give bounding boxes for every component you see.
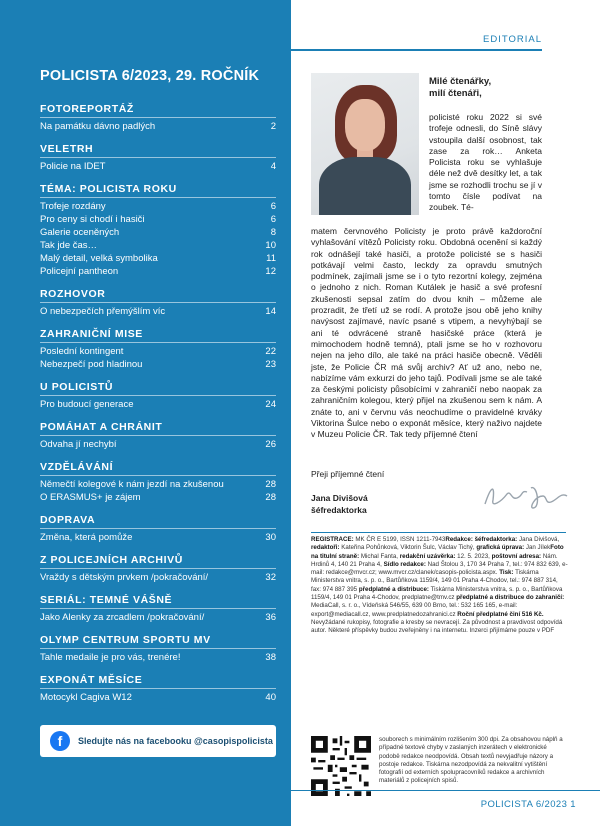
facebook-banner[interactable] xyxy=(40,725,276,757)
toc-item-label: Na památku dávno padlých xyxy=(40,121,156,132)
toc-divider xyxy=(40,157,276,158)
closing: Přeji příjemné čtení xyxy=(311,469,385,479)
toc-section xyxy=(40,141,276,173)
toc-section-title: TÉMA: POLICISTA ROKU xyxy=(40,183,177,195)
imprint-text: Jana Divišová, xyxy=(517,536,560,543)
toc-item[interactable] xyxy=(40,160,276,173)
imprint-text: Nad Štolou 3, 170 34 Praha 7, tel.: 974 832 639, e-mail: redakce@mvcr.cz; www.mvcr.cz/clanek/casopis-policista.aspx. xyxy=(311,560,568,577)
toc-item[interactable] xyxy=(40,531,276,544)
toc-item[interactable] xyxy=(40,120,276,133)
toc-item[interactable] xyxy=(40,345,276,358)
toc-item-page: 11 xyxy=(266,253,276,264)
imprint-text: Kateřina Pohůnková, Viktorin Šulc, Václav Tichý, xyxy=(339,544,477,552)
toc-section xyxy=(40,552,276,584)
imprint-label: grafická úprava: xyxy=(476,544,525,552)
toc-section-title: VZDĚLÁVÁNÍ xyxy=(40,461,114,473)
imprint xyxy=(311,536,569,636)
toc-item[interactable] xyxy=(40,611,276,624)
toc-item-label: Změna, která pomůže xyxy=(40,532,133,543)
imprint-text: Tiskárna Ministerstva vnitra, s. p. o., Bartůňkova 1159/4, 149 01 Praha 4-Chodov, tel.: 974 887 314, fax: 974 887 395 xyxy=(311,569,558,593)
imprint-text: Jan Jílek xyxy=(524,544,551,552)
toc-item-label: Malý detail, velká symbolika xyxy=(40,253,158,264)
toc-item-page: 22 xyxy=(265,346,276,357)
toc-item-label: Tak jde čas… xyxy=(40,240,98,251)
imprint-label: Roční předplatné činí 516 Kč. xyxy=(457,610,544,618)
toc-divider xyxy=(40,608,276,609)
author-role: šéfredaktorka xyxy=(311,505,367,515)
toc-section xyxy=(40,459,276,504)
imprint-text: 12. 5. 2023, xyxy=(455,552,492,560)
toc-item-label: Jako Alenky za zrcadlem /pokračování/ xyxy=(40,612,205,623)
toc-section xyxy=(40,512,276,544)
imprint-label: Tisk: xyxy=(499,569,514,577)
toc-section xyxy=(40,326,276,371)
toc-item-page: 6 xyxy=(270,214,276,225)
toc-item-page: 14 xyxy=(265,306,276,317)
toc-item[interactable] xyxy=(40,239,276,252)
imprint-text: Nám. Hrdinů 4, 140 21 Praha 4, xyxy=(311,552,558,568)
toc-item[interactable] xyxy=(40,252,276,265)
toc-section-title: U POLICISTŮ xyxy=(40,381,114,393)
toc-item-page: 30 xyxy=(265,532,276,543)
toc-item[interactable] xyxy=(40,213,276,226)
toc-item-page: 38 xyxy=(265,652,276,663)
imprint-label: Sídlo redakce: xyxy=(383,560,426,568)
toc-item-label: Motocykl Cagiva W12 xyxy=(40,692,132,703)
greeting-line-2: milí čtenáři, xyxy=(429,88,482,99)
facebook-icon: f xyxy=(50,731,70,751)
toc-section-title: OLYMP CENTRUM SPORTU MV xyxy=(40,634,211,646)
imprint-text: MK ČR E 5199, ISSN 1211-7943 xyxy=(353,536,446,543)
toc-item-page: 28 xyxy=(265,479,276,490)
toc-item-page: 40 xyxy=(265,692,276,703)
toc-section xyxy=(40,419,276,451)
toc-item-page: 32 xyxy=(265,572,276,583)
toc-section-title: ZAHRANIČNÍ MISE xyxy=(40,328,143,340)
imprint-text: Nevyžádané rukopisy, fotografie a kresby se nevracejí. Za původnost a pravdivost odpovídá autor. Některé příspěvky budou zveřejněny i na internetu. Inzerci přijímáme pouze v PDF xyxy=(311,618,563,635)
toc-section xyxy=(40,592,276,624)
toc-item-page: 12 xyxy=(265,266,276,277)
imprint-continued: souborech s minimálním rozlišením 300 dpi. Za obsahovou náplň a případné textové chyby v zaslaných inzerátech v elektronické podobě redakce neodpovídá. Obsah textů nevyjadřuje názory a postoje redakce. Tiskárna nezodpovídá za nekvalitní vytištění fotografií od externích spolupracovníků redakce a archivních materiálů z policejních spisů. xyxy=(379,736,563,785)
imprint-text: Michal Fanta, xyxy=(359,552,400,560)
editorial-paragraph-2: matem červnového Policisty je proto právě každoroční vyhlašování vítězů Policisty roku. Obdobná ocenění si každý rok odnášejí také hasiči, a protože policisté se s hasiči potkávají velmi často, leckdy za opravdu smutných podmínek, zajímali jsme se i o tyto rezortní kolegy, zejména o jednoho z nich. Roman Kutálek je hasič a své profesní zkušenosti sepsal zatím do dvou knih – můžeme ale prozradit, že třetí už se rodí. A protože jsou obě jeho knihy navýsost zajímavé, navíc psané s vtipem, a nevyhýbají se ani té odvrácené straně hasičské práce (která je mimochodem hodně temná), ptali jsme se ho v rozhovoru nejen na jeho dílo, ale také na práci hasiče obecně. Věděli jste, že Policie ČR má svůj archiv? Ať už ano, nebo ne, nabízíme vám exkurzi do jeho tajů. Podívali jsme se ale také za českými policisty působícími v zahraničí nebo naopak za zahraničním kolegou, který přijel na zkušenou sem k nám. A znáte to, ani v červnu vás neochudíme o pravidelné krváky Viktorina Šulce nebo o exponát měsíce, který naživo najdete v Muzeu Policie ČR. Tak tedy příjemné čtení xyxy=(311,226,542,440)
toc-item[interactable] xyxy=(40,651,276,664)
toc-item-label: Poslední kontingent xyxy=(40,346,124,357)
imprint-label: Redakce: šéfredaktorka: xyxy=(445,536,518,543)
toc-divider xyxy=(40,528,276,529)
toc-divider xyxy=(40,475,276,476)
toc-section xyxy=(40,181,276,278)
toc-section-title: ROZHOVOR xyxy=(40,288,106,300)
signature-image xyxy=(481,478,571,514)
toc-item-page: 10 xyxy=(265,240,276,251)
toc-divider xyxy=(40,197,276,198)
toc-item[interactable] xyxy=(40,438,276,451)
section-rule xyxy=(291,49,542,51)
imprint-rule xyxy=(311,532,566,533)
toc-item-label: Němečtí kolegové k nám jezdí na zkušenou xyxy=(40,479,224,490)
toc-item[interactable] xyxy=(40,491,276,504)
toc-item[interactable] xyxy=(40,358,276,371)
toc-item-page: 28 xyxy=(265,492,276,503)
toc-item[interactable] xyxy=(40,226,276,239)
imprint-label: poštovní adresa: xyxy=(491,552,542,560)
toc-item-label: Trofeje rozdány xyxy=(40,201,106,212)
toc-item-page: 2 xyxy=(270,121,276,132)
toc-section xyxy=(40,286,276,318)
toc-section-title: DOPRAVA xyxy=(40,514,96,526)
toc-item-label: Nebezpečí pod hladinou xyxy=(40,359,143,370)
facebook-text: Sledujte nás na facebooku @casopispolicista xyxy=(78,736,273,746)
toc-item-label: O ERASMUS+ je zájem xyxy=(40,492,141,503)
toc-item-page: 6 xyxy=(270,201,276,212)
imprint-label: redakční uzávěrka: xyxy=(399,552,456,560)
toc-item-page: 23 xyxy=(265,359,276,370)
toc-item-page: 24 xyxy=(265,399,276,410)
toc-item[interactable] xyxy=(40,478,276,491)
toc-item-label: Vraždy s dětským prvkem /pokračování/ xyxy=(40,572,209,583)
toc-item-page: 26 xyxy=(265,439,276,450)
toc-divider xyxy=(40,435,276,436)
footer-text: POLICISTA 6/2023 1 xyxy=(480,799,576,810)
toc-item[interactable] xyxy=(40,571,276,584)
toc-divider xyxy=(40,302,276,303)
toc-item[interactable] xyxy=(40,691,276,704)
toc-section-title: EXPONÁT MĚSÍCE xyxy=(40,674,143,686)
toc-item[interactable] xyxy=(40,265,276,278)
toc-item-label: Tahle medaile je pro vás, trenére! xyxy=(40,652,181,663)
imprint-label: REGISTRACE: xyxy=(311,536,354,543)
toc-item[interactable] xyxy=(40,200,276,213)
toc-divider xyxy=(40,688,276,689)
imprint-text: MediaCall, s. r. o., Vídeňská 546/55, 639 00 Brno, tel.: 532 165 165, e-mail: export@mediacall.cz, www.predplatnedozahranici.cz xyxy=(311,602,518,618)
editorial-paragraph-1: policisté roku 2022 si své trofeje odnesli, do Síně slávy vstoupila další osobnost, tak zase za rok… Anketa Policista roku se vyhlašuje déle než dvě desítky let, a tak jsme se rozhodli trochu se jí v tomto čísle podívat na zoubek. Té- xyxy=(429,112,542,213)
toc-item-label: Odvaha jí nechybí xyxy=(40,439,117,450)
toc-item-page: 36 xyxy=(265,612,276,623)
toc-item-page: 4 xyxy=(270,161,276,172)
toc-item[interactable] xyxy=(40,398,276,411)
editorial-page xyxy=(291,0,600,826)
greeting-line-1: Milé čtenářky, xyxy=(429,76,492,87)
toc-item-label: Galerie oceněných xyxy=(40,227,120,238)
contents-panel xyxy=(0,0,291,826)
section-label: EDITORIAL xyxy=(483,34,542,45)
toc-item-label: Policejní pantheon xyxy=(40,266,119,277)
toc-divider xyxy=(40,568,276,569)
toc-item[interactable] xyxy=(40,305,276,318)
issue-title: POLICISTA 6/2023, 29. ROČNÍK xyxy=(40,68,260,84)
toc-section xyxy=(40,379,276,411)
toc-section-title: Z POLICEJNÍCH ARCHIVŮ xyxy=(40,554,183,566)
toc-item-label: O nebezpečích přemýšlím víc xyxy=(40,306,166,317)
toc-section xyxy=(40,101,276,133)
toc-item-label: Pro ceny si chodí i hasiči xyxy=(40,214,145,225)
editor-photo xyxy=(311,73,419,215)
imprint-label: Foto na titulní straně: xyxy=(311,544,564,560)
table-of-contents xyxy=(40,101,276,712)
toc-divider xyxy=(40,648,276,649)
toc-section-title: SERIÁL: TEMNÉ VÁŠNĚ xyxy=(40,594,173,606)
toc-divider xyxy=(40,342,276,343)
toc-divider xyxy=(40,395,276,396)
toc-item-label: Policie na IDET xyxy=(40,161,106,172)
imprint-label: předplatné a distribuce: xyxy=(358,585,429,593)
author-block xyxy=(311,492,368,516)
toc-item-label: Pro budoucí generace xyxy=(40,399,134,410)
imprint-label: redaktoři: xyxy=(311,544,340,552)
qr-code-image xyxy=(311,736,371,796)
page-footer xyxy=(291,790,600,827)
toc-divider xyxy=(40,117,276,118)
toc-section xyxy=(40,672,276,704)
toc-item-page: 8 xyxy=(270,227,276,238)
imprint-label: předplatné a distribuce do zahraničí: xyxy=(456,594,565,602)
toc-section-title: FOTOREPORTÁŽ xyxy=(40,103,134,115)
author-name: Jana Divišová xyxy=(311,493,368,503)
toc-section-title: POMÁHAT A CHRÁNIT xyxy=(40,421,163,433)
imprint-text: Tiskárna Ministerstva vnitra, s. p. o., Bartůňkova 1159/4, 149 01 Praha 4-Chodov, predplatne@tmv.cz xyxy=(311,585,563,602)
toc-section xyxy=(40,632,276,664)
greeting xyxy=(429,76,491,100)
toc-section-title: VELETRH xyxy=(40,143,94,155)
